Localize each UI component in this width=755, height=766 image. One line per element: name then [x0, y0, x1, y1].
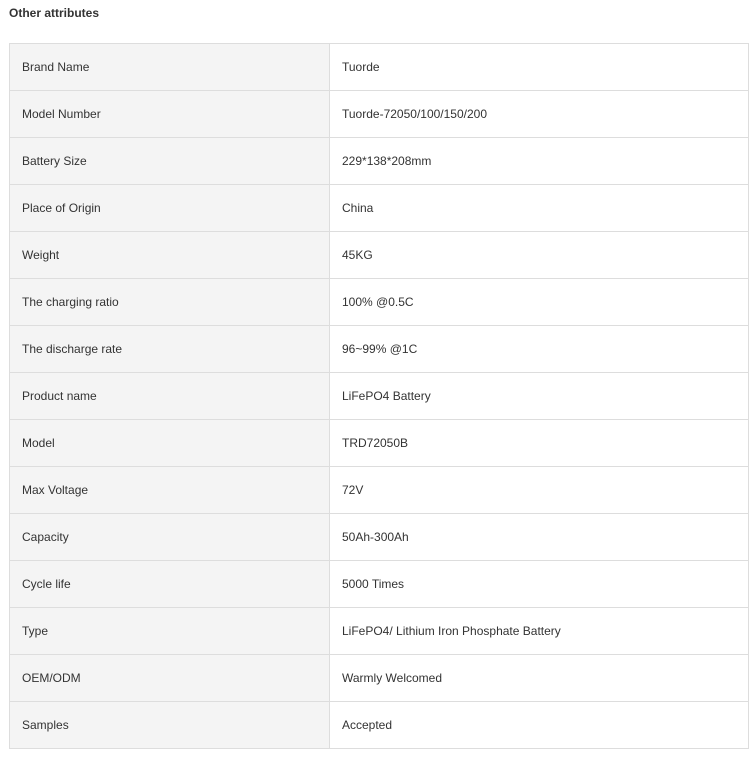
attribute-key: Max Voltage — [10, 467, 330, 514]
attribute-value: Accepted — [330, 702, 749, 749]
attribute-value: 50Ah-300Ah — [330, 514, 749, 561]
attribute-key: Type — [10, 608, 330, 655]
table-row — [10, 138, 749, 185]
attribute-key: Model Number — [10, 91, 330, 138]
attribute-key: Battery Size — [10, 138, 330, 185]
attribute-key: Model — [10, 420, 330, 467]
table-row — [10, 232, 749, 279]
table-row — [10, 514, 749, 561]
table-row — [10, 185, 749, 232]
table-row — [10, 420, 749, 467]
attribute-value: China — [330, 185, 749, 232]
attribute-value: 45KG — [330, 232, 749, 279]
attribute-key: OEM/ODM — [10, 655, 330, 702]
attribute-key: The discharge rate — [10, 326, 330, 373]
attribute-value: Tuorde — [330, 44, 749, 91]
table-row — [10, 655, 749, 702]
table-row — [10, 373, 749, 420]
attribute-value: LiFePO4/ Lithium Iron Phosphate Battery — [330, 608, 749, 655]
attribute-value: 100% @0.5C — [330, 279, 749, 326]
attribute-value: 96~99% @1C — [330, 326, 749, 373]
attribute-key: Capacity — [10, 514, 330, 561]
table-row — [10, 608, 749, 655]
attribute-key: Cycle life — [10, 561, 330, 608]
table-row — [10, 44, 749, 91]
attribute-value: 5000 Times — [330, 561, 749, 608]
attribute-key: The charging ratio — [10, 279, 330, 326]
attribute-key: Product name — [10, 373, 330, 420]
attribute-value: Warmly Welcomed — [330, 655, 749, 702]
attribute-value: TRD72050B — [330, 420, 749, 467]
attributes-table — [9, 43, 749, 749]
table-row — [10, 326, 749, 373]
attribute-key: Place of Origin — [10, 185, 330, 232]
table-row — [10, 702, 749, 749]
table-row — [10, 467, 749, 514]
attribute-value: LiFePO4 Battery — [330, 373, 749, 420]
attribute-value: Tuorde-72050/100/150/200 — [330, 91, 749, 138]
table-row — [10, 279, 749, 326]
attribute-key: Samples — [10, 702, 330, 749]
attribute-key: Weight — [10, 232, 330, 279]
attribute-key: Brand Name — [10, 44, 330, 91]
attribute-value: 229*138*208mm — [330, 138, 749, 185]
section-title: Other attributes — [9, 6, 100, 20]
attributes-table-body — [10, 44, 749, 749]
attribute-value: 72V — [330, 467, 749, 514]
table-row — [10, 91, 749, 138]
table-row — [10, 561, 749, 608]
